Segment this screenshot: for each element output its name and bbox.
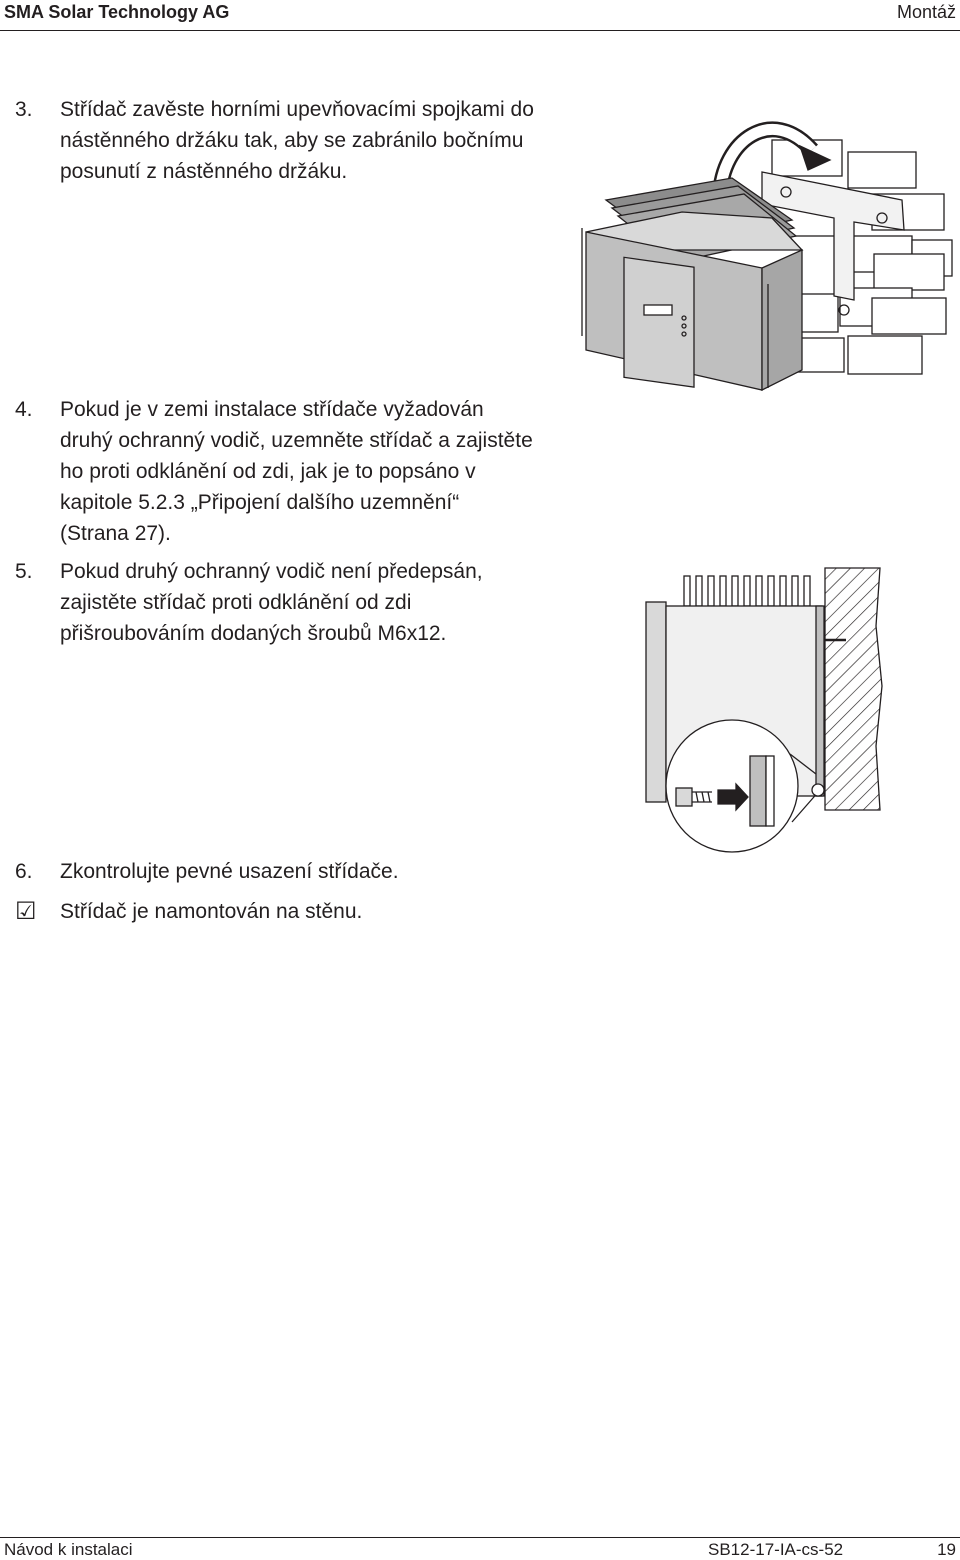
detail-magnifier: [666, 720, 798, 852]
footer-doc-title: Návod k instalaci: [4, 1540, 133, 1559]
step-text: [60, 896, 362, 927]
step-line: nástěnného držáku tak, aby se zabránilo bočnímu: [60, 129, 524, 152]
step-number: 4.: [15, 398, 33, 421]
step-line: Zkontrolujte pevné usazení střídače.: [60, 860, 399, 883]
checkmark-icon: ☑: [15, 898, 37, 925]
step-line: (Strana 27).: [60, 522, 171, 545]
step-number: 5.: [15, 560, 33, 583]
step-line: druhý ochranný vodič, uzemněte střídač a zajistěte: [60, 429, 533, 452]
footer-page-number: 19: [937, 1540, 956, 1559]
wall-section: [825, 568, 882, 810]
step-number: 3.: [15, 98, 33, 121]
footer-divider: [0, 1537, 960, 1538]
header-company: SMA Solar Technology AG: [4, 2, 230, 22]
step-line: Pokud je v zemi instalace střídače vyžadován: [60, 398, 484, 421]
figure-screw-securing: [640, 566, 885, 856]
step-line: ho proti odklánění od zdi, jak je to popsáno v: [60, 460, 476, 483]
step-line: Střídač zavěste horními upevňovacími spojkami do: [60, 98, 534, 121]
screw-head: [676, 788, 692, 806]
step-line: zajistěte střídač proti odklánění od zdi: [60, 591, 412, 614]
step-number: 6.: [15, 860, 33, 883]
step-line: Pokud druhý ochranný vodič není předepsán,: [60, 560, 483, 583]
top-fins: [684, 576, 810, 606]
header-divider: [0, 30, 960, 31]
step-line: přišroubováním dodaných šroubů M6x12.: [60, 622, 447, 645]
step-text: [60, 94, 534, 187]
step-text: [60, 856, 399, 887]
inverter-side: [646, 602, 666, 802]
inverter-body: [582, 212, 802, 390]
step-line: Střídač je namontován na stěnu.: [60, 900, 363, 923]
step-text: [60, 394, 533, 549]
header-section: Montáž: [896, 2, 956, 22]
footer-doc-code: SB12-17-IA-cs-52: [708, 1540, 844, 1559]
figure-inverter-hanging: [572, 100, 957, 395]
step-line: posunutí z nástěnného držáku.: [60, 160, 348, 183]
step-text: [60, 556, 483, 649]
step-line: kapitole 5.2.3 „Připojení dalšího uzemnění“: [60, 491, 460, 514]
